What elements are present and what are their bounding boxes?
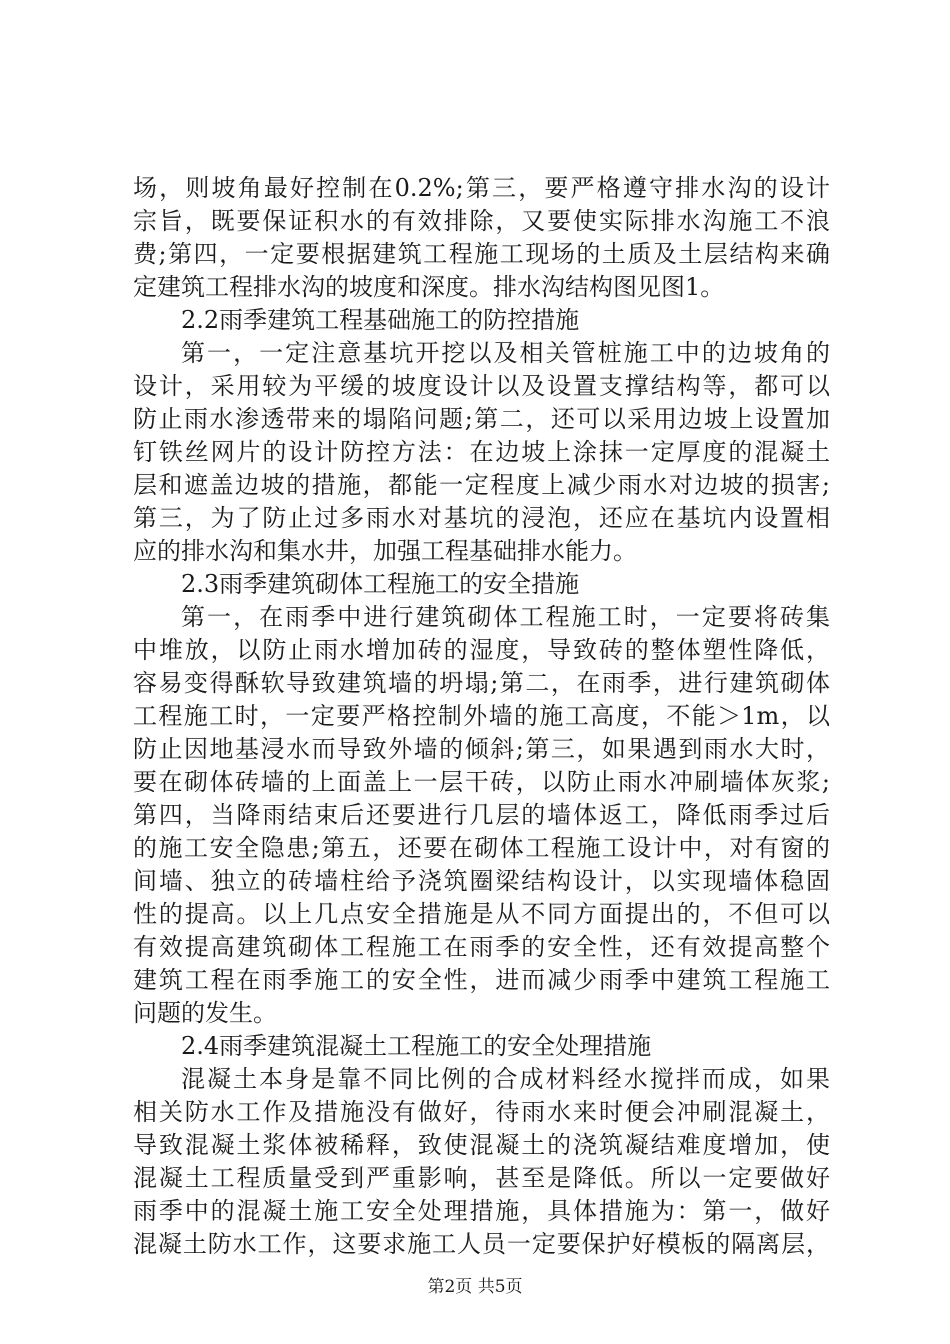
text-line: 中堆放，以防止雨水增加砖的湿度，导致砖的整体塑性降低， <box>133 636 830 664</box>
text-line: 防止雨水渗透带来的塌陷问题;第二，还可以采用边坡上设置加 <box>133 405 830 433</box>
text-line: 建筑工程在雨季施工的安全性，进而减少雨季中建筑工程施工 <box>133 966 830 994</box>
text-line: 混凝土本身是靠不同比例的合成材料经水搅拌而成，如果 <box>181 1065 830 1093</box>
text-line: 相关防水工作及措施没有做好，待雨水来时便会冲刷混凝土， <box>133 1098 830 1126</box>
text-line: 工程施工时，一定要严格控制外墙的施工高度，不能＞1m，以 <box>133 702 830 730</box>
text-line: 混凝土工程质量受到严重影响，甚至是降低。所以一定要做好 <box>133 1164 830 1192</box>
section-heading: 2.4雨季建筑混凝土工程施工的安全处理措施 <box>181 1032 652 1060</box>
page-number: 第2页 共5页 <box>427 1277 523 1297</box>
text-line: 第四，当降雨结束后还要进行几层的墙体返工，降低雨季过后 <box>133 801 830 829</box>
section-heading: 2.3雨季建筑砌体工程施工的安全措施 <box>181 570 580 598</box>
text-line: 场，则坡角最好控制在0.2%;第三，要严格遵守排水沟的设计 <box>133 174 830 202</box>
text-line: 设计，采用较为平缓的坡度设计以及设置支撑结构等，都可以 <box>133 372 830 400</box>
text-line: 有效提高建筑砌体工程施工在雨季的安全性，还有效提高整个 <box>133 933 830 961</box>
text-line: 导致混凝土浆体被稀释，致使混凝土的浇筑凝结难度增加，使 <box>133 1131 830 1159</box>
text-line: 第三，为了防止过多雨水对基坑的浸泡，还应在基坑内设置相 <box>133 504 830 532</box>
text-line: 性的提高。以上几点安全措施是从不同方面提出的，不但可以 <box>133 900 830 928</box>
paragraph <box>133 601 830 1030</box>
text-line: 应的排水沟和集水井，加强工程基础排水能力。 <box>133 537 637 565</box>
text-line: 定建筑工程排水沟的坡度和深度。排水沟结构图见图1。 <box>133 273 725 301</box>
page-footer <box>0 1272 950 1297</box>
text-line: 钉铁丝网片的设计防控方法：在边坡上涂抹一定厚度的混凝土 <box>133 438 830 466</box>
text-line: 的施工安全隐患;第五，还要在砌体工程施工设计中，对有窗的 <box>133 834 830 862</box>
text-line: 第一，一定注意基坑开挖以及相关管桩施工中的边坡角的 <box>181 339 830 367</box>
text-line: 问题的发生。 <box>133 999 277 1027</box>
paragraph <box>133 172 830 304</box>
text-line: 宗旨，既要保证积水的有效排除，又要使实际排水沟施工不浪 <box>133 207 830 235</box>
text-line: 层和遮盖边坡的措施，都能一定程度上减少雨水对边坡的损害; <box>133 471 830 499</box>
section-heading: 2.2雨季建筑工程基础施工的防控措施 <box>181 306 580 334</box>
document-body <box>133 172 830 1261</box>
text-line: 混凝土防水工作，这要求施工人员一定要保护好模板的隔离层， <box>133 1230 830 1258</box>
text-line: 费;第四，一定要根据建筑工程施工现场的土质及土层结构来确 <box>133 240 830 268</box>
text-line: 第一，在雨季中进行建筑砌体工程施工时，一定要将砖集 <box>181 603 830 631</box>
text-line: 要在砌体砖墙的上面盖上一层干砖，以防止雨水冲刷墙体灰浆; <box>133 768 830 796</box>
paragraph <box>133 337 830 568</box>
text-line: 容易变得酥软导致建筑墙的坍塌;第二，在雨季，进行建筑砌体 <box>133 669 830 697</box>
paragraph <box>133 1063 830 1261</box>
text-line: 间墙、独立的砖墙柱给予浇筑圈梁结构设计，以实现墙体稳固 <box>133 867 830 895</box>
text-line: 防止因地基浸水而导致外墙的倾斜;第三，如果遇到雨水大时， <box>133 735 830 763</box>
text-line: 雨季中的混凝土施工安全处理措施，具体措施为：第一，做好 <box>133 1197 830 1225</box>
